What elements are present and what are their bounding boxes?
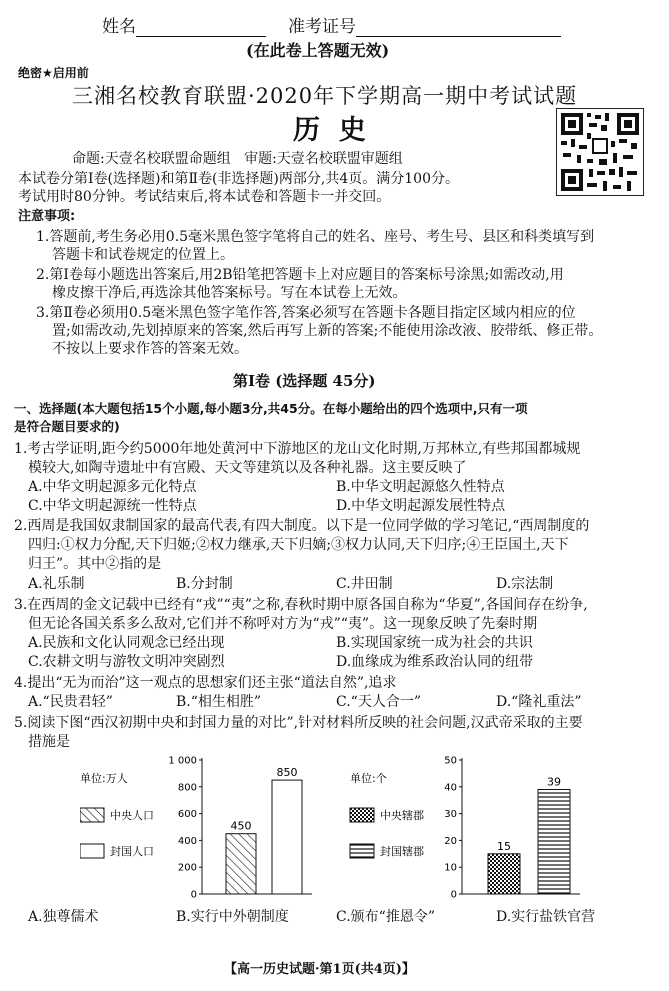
q4-option-c: C.“天人合一” <box>336 694 421 710</box>
page-footer: 【高一历史试题·第1页(共4页)】 <box>224 962 415 977</box>
q1-option-b: B.中华文明起源悠久性特点 <box>336 479 505 495</box>
y-tick-label: 800 <box>177 782 197 794</box>
invalid-note: (在此卷上答题无效) <box>246 41 390 60</box>
legend-swatch <box>80 844 104 858</box>
section-title: 第Ⅰ卷 (选择题 45分) <box>233 372 376 390</box>
y-tick-label: 200 <box>177 862 197 874</box>
bar-value-label: 15 <box>497 839 511 853</box>
q3-option-a: A.民族和文化认同观念已经出现 <box>28 635 225 651</box>
authors-line: 命题:天壹名校联盟命题组 审题:天壹名校联盟审题组 <box>72 151 403 167</box>
note-line: 不按以上要求作答的答案无效。 <box>52 341 248 357</box>
question-1-line: 模较大,如陶寺遗址中有宫殿、天文等建筑以及各种礼器。这主要反映了 <box>28 460 467 476</box>
note-line: 橡皮擦干净后,再选涂其他答案标号。写在本试卷上无效。 <box>52 285 407 301</box>
commandery-bar-chart <box>338 752 588 902</box>
y-tick-label: 600 <box>177 809 197 821</box>
intro-line-2: 考试用时80分钟。考试结束后,将本试卷和答题卡一并交回。 <box>18 189 391 205</box>
legend-swatch <box>350 844 374 858</box>
question-2-line: 四归:①权力分配,天下归姬;②权力继承,天下归嫡;③权力认同,天下归序;④王臣国土,天下 <box>28 537 569 553</box>
ticket-label: 准考证号 <box>288 12 561 37</box>
question-5-line: 措施是 <box>28 734 70 750</box>
y-tick-label: 0 <box>450 889 457 901</box>
subject-title: 历 史 <box>293 115 366 146</box>
q1-option-c: C.中华文明起源统一性特点 <box>28 498 197 514</box>
y-tick-label: 20 <box>444 835 457 847</box>
q3-option-d: D.血缘成为维系政治认同的纽带 <box>336 654 534 670</box>
question-5-line: 5.阅读下图“西汉初期中央和封国力量的对比”,针对材料所反映的社会问题,汉武帝采取的主要 <box>14 715 583 731</box>
bar <box>538 789 570 894</box>
question-2-line: 2.西周是我国奴隶制国家的最高代表,有四大制度。以下是一位同学做的学习笔记,“西周制度的 <box>14 518 590 534</box>
qr-code <box>556 108 644 196</box>
legend-swatch <box>80 808 104 822</box>
notes-title: 注意事项: <box>18 209 76 224</box>
q1-option-a: A.中华文明起源多元化特点 <box>28 479 197 495</box>
q5-option-a: A.独尊儒术 <box>28 909 99 925</box>
q5-option-c: C.颁布“推恩令” <box>336 909 435 925</box>
y-tick-label: 30 <box>444 809 457 821</box>
q1-option-d: D.中华文明起源发展性特点 <box>336 498 506 514</box>
secret-label: 绝密★启用前 <box>18 66 89 80</box>
bar <box>488 854 520 894</box>
q3-option-c: C.农耕文明与游牧文明冲突剧烈 <box>28 654 225 670</box>
legend-label: 封国辖郡 <box>380 845 424 858</box>
q2-option-a: A.礼乐制 <box>28 576 85 592</box>
question-3-line: 但无论各国关系多么敌对,它们并不称呼对方为“戎”“夷”。这一现象反映了先秦时期 <box>28 616 538 632</box>
section-instr-2: 是符合题目要求的) <box>14 419 120 434</box>
unit-label: 单位:万人 <box>80 772 128 785</box>
name-label: 姓名 <box>102 12 266 37</box>
q4-option-a: A.“民贵君轻” <box>28 694 113 710</box>
note-line: 1.答题前,考生务必用0.5毫米黑色签字笔将自己的姓名、座号、考生号、县区和科类填写到 <box>36 229 595 245</box>
q2-option-b: B.分封制 <box>176 576 233 592</box>
bar-value-label: 450 <box>230 819 252 833</box>
bar-value-label: 850 <box>276 766 298 780</box>
y-tick-label: 40 <box>444 782 457 794</box>
q2-option-c: C.井田制 <box>336 576 393 592</box>
q4-option-d: D.“隆礼重法” <box>496 694 582 710</box>
unit-label: 单位:个 <box>350 772 387 785</box>
question-2-line: 归王”。其中②指的是 <box>28 556 162 572</box>
y-tick-label: 50 <box>444 755 457 767</box>
bar <box>226 834 256 894</box>
q2-option-d: D.宗法制 <box>496 576 554 592</box>
note-line: 2.第Ⅰ卷每小题选出答案后,用2B铅笔把答题卡上对应题目的答案标号涂黑;如需改动,用 <box>36 267 564 283</box>
y-tick-label: 10 <box>444 862 457 874</box>
exam-title: 三湘名校教育联盟·2020年下学期高一期中考试试题 <box>72 84 578 108</box>
q5-option-d: D.实行盐铁官营 <box>496 909 596 925</box>
q5-option-b: B.实行中外朝制度 <box>176 909 289 925</box>
section-instr-1: 一、选择题(本大题包括15个小题,每小题3分,共45分。在每小题给出的四个选项中,只有一项 <box>14 401 528 416</box>
bar-value-label: 39 <box>547 775 561 789</box>
question-1-line: 1.考古学证明,距今约5000年地处黄河中下游地区的龙山文化时期,万邦林立,有些邦国都城规 <box>14 441 581 457</box>
legend-label: 中央辖郡 <box>380 809 424 822</box>
population-bar-chart <box>80 752 320 902</box>
note-line: 答题卡和试卷规定的位置上。 <box>52 247 234 263</box>
y-tick-label: 1 000 <box>168 755 197 767</box>
note-line: 置;如需改动,先划掉原来的答案,然后再写上新的答案;不能使用涂改液、胶带纸、修正带。 <box>52 323 603 339</box>
legend-swatch <box>350 808 374 822</box>
question-4-line: 4.提出“无为而治”这一观点的思想家们还主张“道法自然”,追求 <box>14 675 397 691</box>
q3-option-b: B.实现国家统一成为社会的共识 <box>336 635 533 651</box>
question-3-line: 3.在西周的金文记载中已经有“戎”“夷”之称,春秋时期中原各国自称为“华夏”,各国间存在纷争, <box>14 597 588 613</box>
y-tick-label: 400 <box>177 835 197 847</box>
legend-label: 中央人口 <box>110 809 154 822</box>
q4-option-b: B.“相生相胜” <box>176 694 262 710</box>
intro-line-1: 本试卷分第Ⅰ卷(选择题)和第Ⅱ卷(非选择题)两部分,共4页。满分100分。 <box>18 171 459 187</box>
note-line: 3.第Ⅱ卷必须用0.5毫米黑色签字笔作答,答案必须写在答题卡各题目指定区域内相应的位 <box>36 305 576 321</box>
legend-label: 封国人口 <box>110 845 154 858</box>
bar <box>272 780 302 894</box>
y-tick-label: 0 <box>190 889 197 901</box>
